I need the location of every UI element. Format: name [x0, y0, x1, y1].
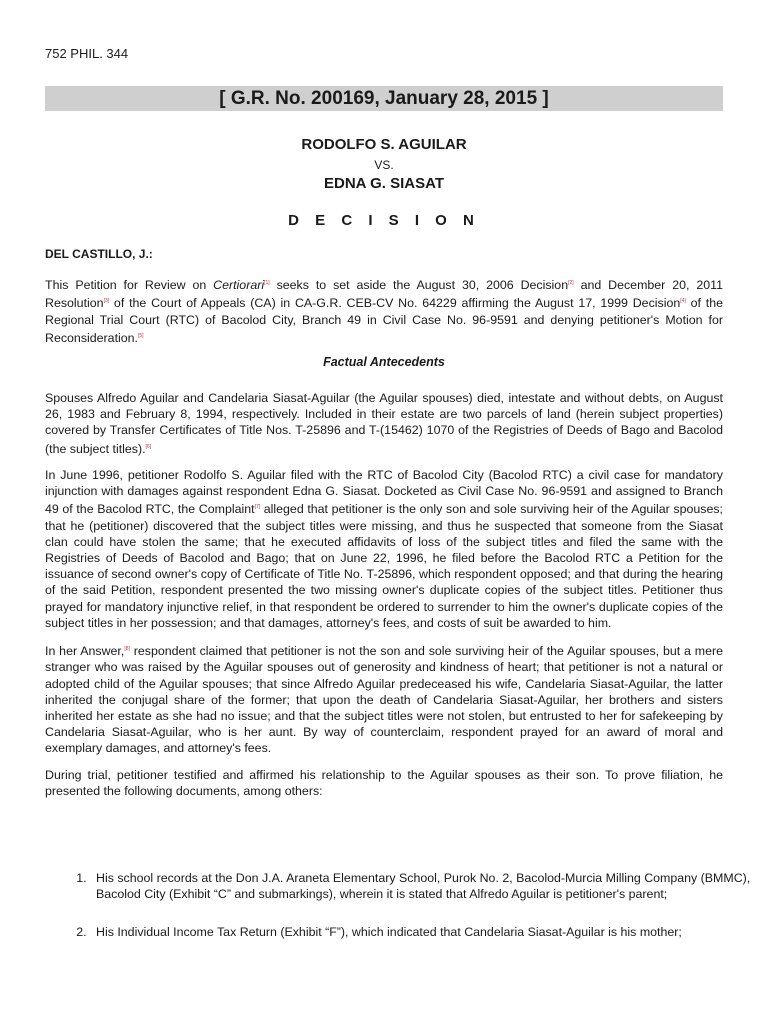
footnote-link-8[interactable]: [8] — [124, 646, 130, 653]
intro-text-3: and December 20, 2011 Resolution — [45, 278, 723, 311]
footnote-link-3[interactable]: [3] — [103, 298, 110, 305]
paragraph-complaint — [45, 467, 723, 631]
facts-section — [45, 390, 723, 809]
versus-label: VS. — [374, 158, 394, 172]
paragraph-answer — [45, 641, 723, 757]
footnote-link-5[interactable]: [5] — [137, 332, 144, 339]
paragraph-complaint-text-2: alleged that petitioner is the only son and sole surviving heir of the Aguilar spouses; that he (petitioner) discovered that the subject titles were missing, and thus he suspected that someone from the Siasat clan could have stolen the same; that he executed affidavits of loss of the subject titles and filed the same with the Registries of Deeds of Bacolod and Bago; that on June 22, 1996, he filed before the Bacolod RTC a Petition for the issuance of second owner's copy of Certificate of Title No. T-25896, which respondent opposed; and that during the hearing of the said Petition, respondent presented the two missing owner's duplicate copies of the subject titles. Petitioner thus prayed for mandatory injunctive relief, in that respondent be ordered to surrender to him the owner's duplicate copies of the subject titles in her possession; and that damages, attorney's fees, and costs of suit be awarded to him. — [45, 502, 723, 630]
intro-text-5: of the Regional Trial Court (RTC) of Bacolod City, Branch 49 in Civil Case No. 96-9591 and denying petitioner's Motion for Reconsideration. — [45, 296, 723, 345]
list-item: 2. His Individual Income Tax Return (Exhibit “F”), which indicated that Candelaria Siasat-Aguilar is his mother; — [90, 924, 768, 940]
footnote-link-2[interactable]: [2] — [568, 280, 574, 286]
intro-paragraph — [45, 275, 723, 346]
footnote-link-6[interactable]: [6] — [145, 443, 152, 450]
report-citation: 752 PHIL. 344 — [45, 46, 129, 61]
intro-section — [45, 275, 723, 356]
certiorari-term: Certiorari — [213, 278, 265, 293]
paragraph-trial: During trial, petitioner testified and affirmed his relationship to the Aguilar spouses as their son. To prove filiation, he presented the following documents, among others: — [45, 767, 723, 798]
section-heading: Factual Antecedents — [323, 355, 445, 369]
ponente-name: DEL CASTILLO, J.: — [45, 247, 153, 261]
intro-text-1: This Petition for Review on — [45, 278, 214, 293]
footnote-link-1[interactable]: [1] — [264, 280, 270, 286]
list-item: 1. His school records at the Don J.A. Araneta Elementary School, Purok No. 2, Bacolod-Murcia Milling Company (BMMC), Bacolod City (Exhibit “C” and submarkings), wherein it is stated that Alfredo Aguilar is petitioner's parent; — [90, 870, 768, 902]
paragraph-answer-text-1: In her Answer, — [45, 644, 125, 659]
paragraph-estate-text: Spouses Alfredo Aguilar and Candelaria Siasat-Aguilar (the Aguilar spouses) died, intestate and without debts, on August 26, 1983 and February 8, 1994, respectively. Included in their estate are two parcels of land (herein subject properties) covered by Transfer Certificates of Title Nos. T-25896 and T-(15462) 1070 of the Registries of Deeds of Bago and Bacolod (the subject titles). — [45, 391, 723, 456]
case-number-banner: [ G.R. No. 200169, January 28, 2015 ] — [45, 86, 723, 111]
decision-title: D E C I S I O N — [288, 212, 480, 229]
intro-text-4: of the Court of Appeals (CA) in CA-G.R. CEB-CV No. 64229 affirming the August 17, 1999 Decision — [109, 296, 681, 311]
petitioner-name: RODOLFO S. AGUILAR — [301, 136, 467, 153]
paragraph-complaint-text-1: In June 1996, petitioner Rodolfo S. Aguilar filed with the RTC of Bacolod City (Bacolod RTC) a civil case for mandatory injunction with damages against respondent Edna G. Siasat. Docketed as Civil Case No. 96-9591 and assigned to Branch 49 of the Bacolod RTC, the Complaint — [45, 467, 723, 517]
paragraph-answer-text-2: respondent claimed that petitioner is not the son and sole surviving heir of the Aguilar spouses, but a mere stranger who was raised by the Aguilar spouses out of generosity and kindness of heart; that petitioner is not a natural or adopted child of the Aguilar spouses; that since Alfredo Aguilar predeceased his wife, Candelaria Siasat-Aguilar, the latter inherited the conjugal share of the former; that upon the death of Candelaria Siasat-Aguilar, her brothers and sisters inherited her estate as she had no issue; and that the subject titles were not stolen, but entrusted to her for safekeeping by Candelaria Siasat-Aguilar, who is her aunt. By way of counterclaim, respondent prayed for an award of moral and exemplary damages, and attorney's fees. — [45, 644, 723, 756]
intro-text-2: seeks to set aside the August 30, 2006 Decision — [269, 278, 569, 293]
respondent-name: EDNA G. SIASAT — [323, 175, 444, 192]
evidence-list — [45, 870, 768, 963]
paragraph-estate — [45, 390, 723, 457]
footnote-link-4[interactable]: [4] — [680, 298, 686, 305]
footnote-link-7[interactable]: [7] — [254, 504, 261, 511]
